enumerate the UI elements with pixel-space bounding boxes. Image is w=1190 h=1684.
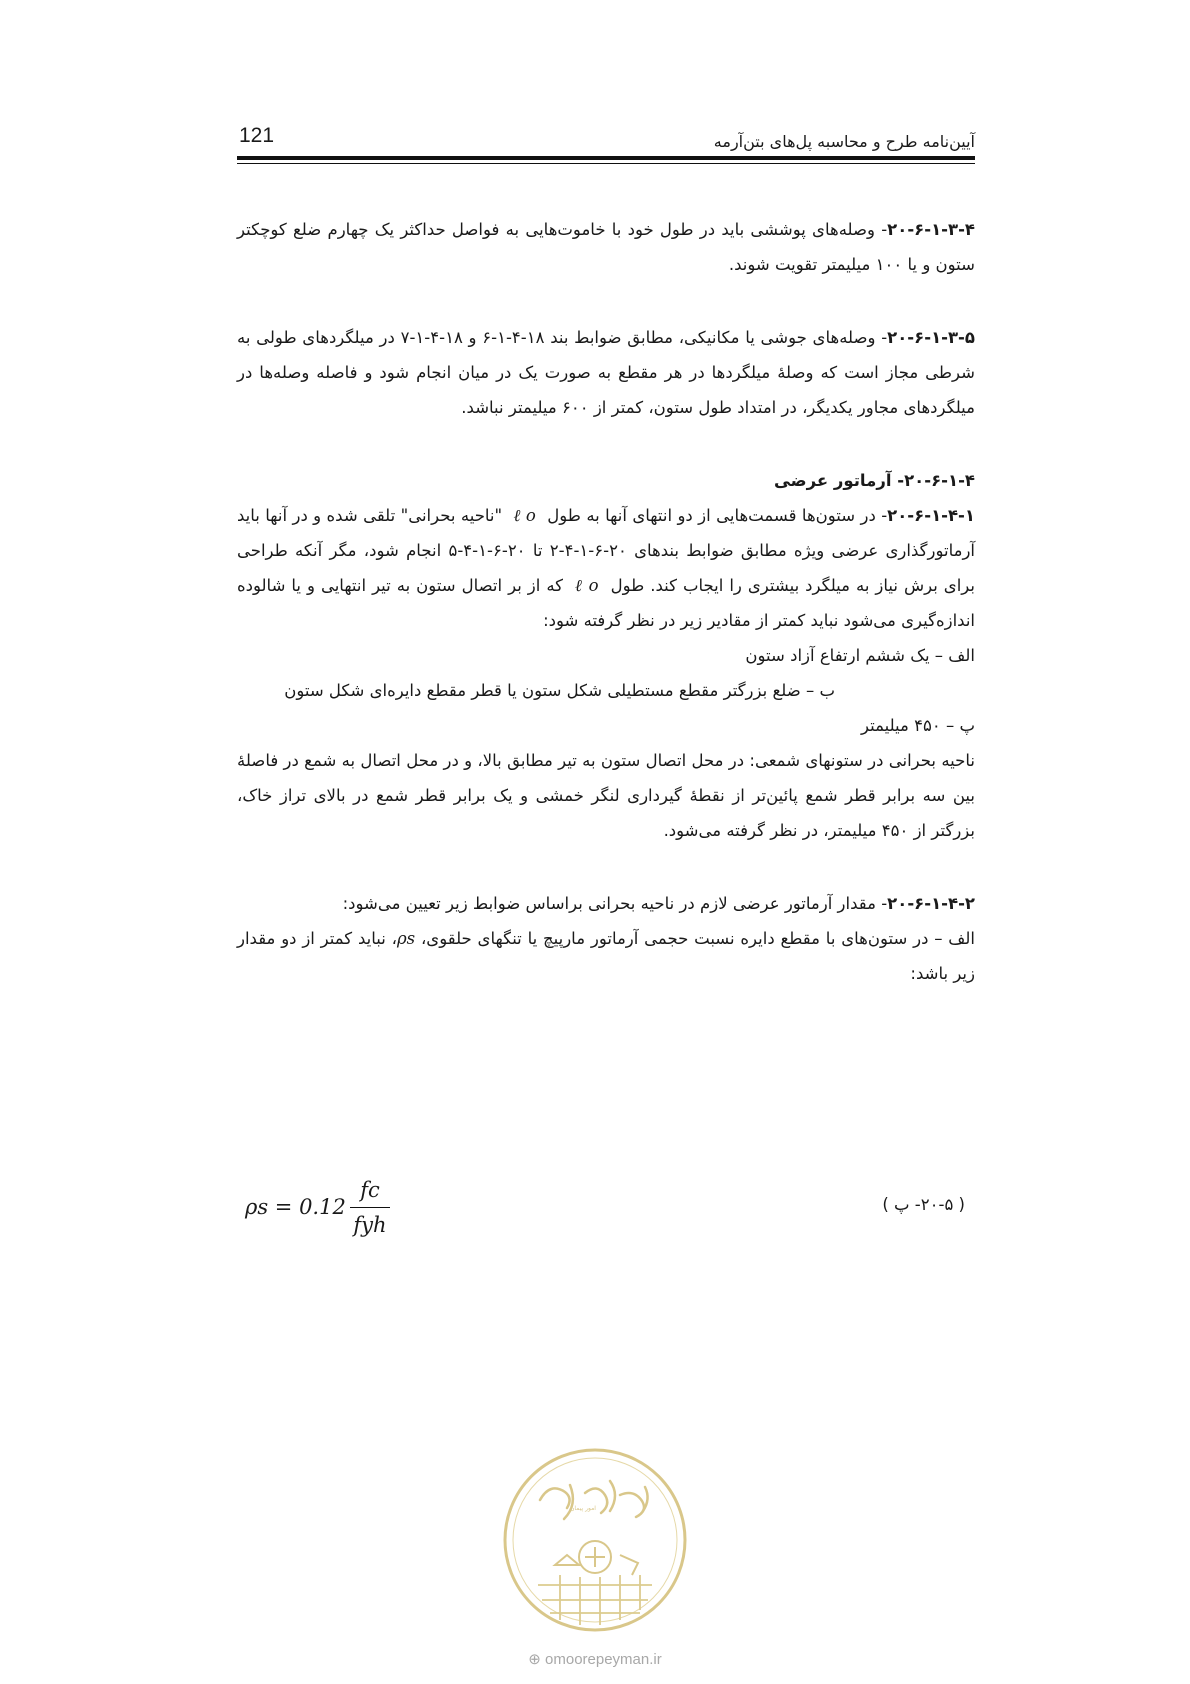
equation-fraction: [350, 1175, 390, 1240]
seal-text: امور پیمان: [570, 1505, 596, 1512]
fraction-bar: [350, 1207, 390, 1208]
rho-s-symbol: ρs: [396, 929, 416, 948]
clause-number: ۲۰-۶-۱-۳-۴: [887, 220, 975, 239]
clause-text: - مقدار آرماتور عرضی لازم در ناحیه بحرانی براساس ضوابط زیر تعیین می‌شود:: [342, 894, 888, 913]
item-text-part-b: ، نباید کمتر از دو مقدار زیر باشد:: [237, 929, 975, 983]
lo-symbol: ℓ o: [575, 576, 599, 595]
page-header: [237, 118, 975, 168]
omoorepeyman-seal-logo: [500, 1445, 690, 1635]
clause-text: - وصله‌های پوششی باید در طول خود با خاموت‌هایی به فواصل حداکثر یک چهارم ضلع کوچکتر ستون و یا ۱۰۰ میلیمتر تقویت شوند.: [237, 220, 975, 274]
clause-text: - وصله‌های جوشی یا مکانیکی، مطابق ضوابط بند ۱۸-۴-۱-۶ و ۱۸-۴-۱-۷ در میلگردهای طولی به شرطی مجاز است که وصلهٔ میلگردها در هر مقطع به صورت یک در میان انجام شود و فاصله وصله‌ها در میلگردهای مجاور یکدیگر، در امتداد طول ستون، کمتر از ۶۰۰ میلیمتر نباشد.: [237, 328, 975, 417]
clause-number: ۲۰-۶-۱-۳-۵: [887, 328, 975, 347]
clause-20-6-1-3-4: [237, 212, 975, 282]
clause-20-6-1-3-5: [237, 320, 975, 425]
equation-label: ( ۲۰-۵- پ ): [882, 1195, 965, 1214]
header-rule-thick: [237, 156, 975, 160]
clause-20-6-1-4-2: [237, 886, 975, 921]
item-text-part-a: الف – در ستون‌های با مقطع دایره نسبت حجمی آرماتور مارپیچ یا تنگهای حلقوی،: [420, 929, 975, 948]
lo-symbol: ℓ o: [513, 506, 536, 525]
equation-numerator: fc: [360, 1178, 380, 1202]
equation-lhs: ρs = 0.12: [245, 1195, 346, 1219]
clause-number: ۲۰-۶-۱-۴-۱: [887, 506, 975, 525]
heading-text: - آرماتور عرضی: [773, 471, 905, 490]
clause-number: ۲۰-۶-۱-۴-۲: [887, 894, 975, 913]
running-title: آیین‌نامه طرح و محاسبه پل‌های بتن‌آرمه: [713, 132, 975, 151]
heading-number: ۲۰-۶-۱-۴: [904, 471, 975, 490]
clause-20-6-1-4-1: [237, 498, 975, 638]
list-item-be: ب – ضلع بزرگتر مقطع مستطیلی شکل ستون یا قطر مقطع دایره‌ای شکل ستون: [284, 681, 835, 700]
website-watermark: [0, 1650, 1190, 1668]
page-body: [237, 212, 975, 991]
list-item-alef-spiral: [237, 921, 975, 991]
equation-denominator: fyh: [353, 1213, 387, 1237]
page-number: 121: [239, 124, 275, 147]
website-text: omoorepeyman.ir: [545, 1651, 662, 1668]
section-heading-transverse-reinforcement: [237, 463, 975, 498]
clause-text-part-a: - در ستون‌ها قسمت‌هایی از دو انتهای آنها به طول: [547, 506, 888, 525]
equation-20-5-pe: [237, 1175, 975, 1245]
globe-icon: ⊕: [528, 1651, 541, 1668]
header-rule-thin: [237, 163, 975, 164]
pile-column-note: ناحیه بحرانی در ستونهای شمعی: در محل اتصال ستون به تیر مطابق بالا، و در محل اتصال به شمع در فاصلهٔ بین سه برابر قطر شمع پائین‌تر از نقطهٔ گیرداری لنگر خمشی و یک برابر قطر شمع در بالای تراز خاک، بزرگتر از ۴۵۰ میلیمتر، در نظر گرفته می‌شود.: [237, 751, 975, 840]
clause-text-part-b: "ناحیه بحرانی" تلقی شده و در آنها باید آرماتورگذاری عرضی ویژه مطابق ضوابط بندهای ۲۰-۶-۱-۴-۲ تا ۲۰-۶-۱-۴-۵ انجام شود، مگر آنکه طراحی برای برش نیاز به میلگرد بیشتری را ایجاب کند. طول: [237, 506, 976, 595]
clause-text-part-c: که از بر اتصال ستون به تیر انتهایی و یا شالوده اندازه‌گیری می‌شود نباید کمتر از مقادیر زیر در نظر گرفته شود:: [237, 576, 975, 630]
list-item-pe: پ – ۴۵۰ میلیمتر: [860, 716, 975, 735]
list-item-alef: الف – یک ششم ارتفاع آزاد ستون: [745, 646, 975, 665]
